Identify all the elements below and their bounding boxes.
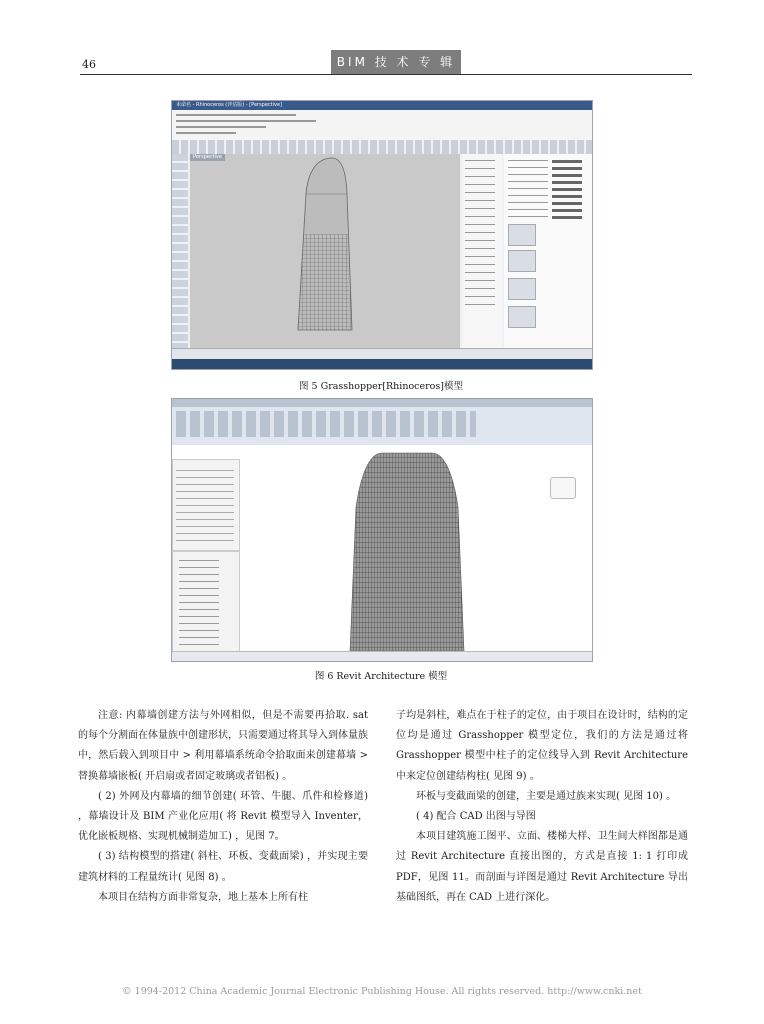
revit-titlebar — [172, 399, 592, 407]
viewport-label: Perspective — [190, 154, 225, 161]
revit-ribbon — [172, 407, 592, 445]
rhino-viewport — [190, 154, 460, 348]
header-rule — [80, 74, 692, 75]
rhino-window-title: 未命名 - Rhinoceros (评估版) - [Perspective] — [176, 102, 283, 108]
section-heading: ( 4) 配合 CAD 出图与导图 — [416, 811, 536, 823]
figure-6-revit-screenshot — [171, 398, 593, 662]
rhino-properties-panel — [462, 154, 502, 348]
paragraph: ( 2) 外网及内幕墙的细节创建( 环管、牛腿、爪件和检修道) ，幕墙设计及 BIM 产业化应用( 将 Revit 模型导入 Inventer，优化嵌板规格、实现机械制造加工) ，见图 7。 — [78, 790, 368, 843]
revit-status-bar — [172, 651, 592, 662]
right-column — [396, 706, 688, 908]
revit-properties-panel — [172, 459, 240, 551]
figure-5-rhino-screenshot — [171, 100, 593, 370]
view-cube-icon[interactable] — [550, 477, 576, 499]
paragraph: ( 3) 结构模型的搭建( 斜柱、环板、变截面梁) ，并实现主要建筑材料的工程量统计( 见图 8) 。 — [78, 851, 368, 883]
figure-6-caption: 图 6 Revit Architecture 模型 — [314, 671, 448, 682]
figure-5-caption: 图 5 Grasshopper[Rhinoceros]模型 — [299, 381, 463, 392]
rhino-toolbar — [172, 140, 592, 154]
paragraph: 环板与变截面梁的创建，主要是通过族来实现( 见图 10) 。 — [416, 790, 677, 802]
paragraph: 注意: 内幕墙创建方法与外网相似，但是不需要再拾取. sat 的每个分割面在体量族中创建形状，只需要通过将其导入到体量族中，然后载入到项目中 > 利用幕墙系统命令拾取面来创建幕墙 > 替换幕墙嵌板( 开启扇或者固定玻璃或者铝板) 。 — [78, 710, 368, 782]
rhino-layer-panel — [504, 154, 592, 348]
paragraph: 子均是斜柱，难点在于柱子的定位，由于项目在设计时，结构的定位均是通过 Grasshopper 模型定位，我们的方法是通过将 Grasshopper 模型中柱子的定位线导入到 Revit Architecture 中来定位创建结构柱( 见图 9) 。 — [396, 710, 688, 782]
copyright-footer: © 1994-2012 China Academic Journal Electronic Publishing House. All rights reserved. http://www.cnki.net — [122, 986, 642, 997]
rhino-command-area — [172, 110, 592, 140]
journal-banner: BIM 技 术 专 辑 — [331, 50, 461, 74]
page-number: 46 — [82, 58, 96, 71]
tower-model-revit — [242, 447, 592, 651]
bicycle-thumbnail-icon — [508, 224, 536, 246]
windows-taskbar — [172, 359, 592, 369]
tower-model-rhino — [190, 154, 460, 348]
rhino-titlebar — [172, 101, 593, 110]
paragraph: 本项目在结构方面非常复杂，地上基本上所有柱 — [98, 891, 308, 903]
revit-project-browser — [172, 551, 240, 653]
revit-view-area — [242, 447, 592, 651]
left-column — [78, 706, 368, 908]
paragraph: 本项目建筑施工图平、立面、楼梯大样、卫生间大样图都是通过 Revit Architecture 直接出图的，方式是直接 1: 1 打印成 PDF，见图 11。而剖面与详图是通过 Revit Architecture 导出基础图纸，再在 CAD 上进行深化。 — [396, 831, 688, 903]
rhino-left-tool-palette — [172, 154, 188, 348]
